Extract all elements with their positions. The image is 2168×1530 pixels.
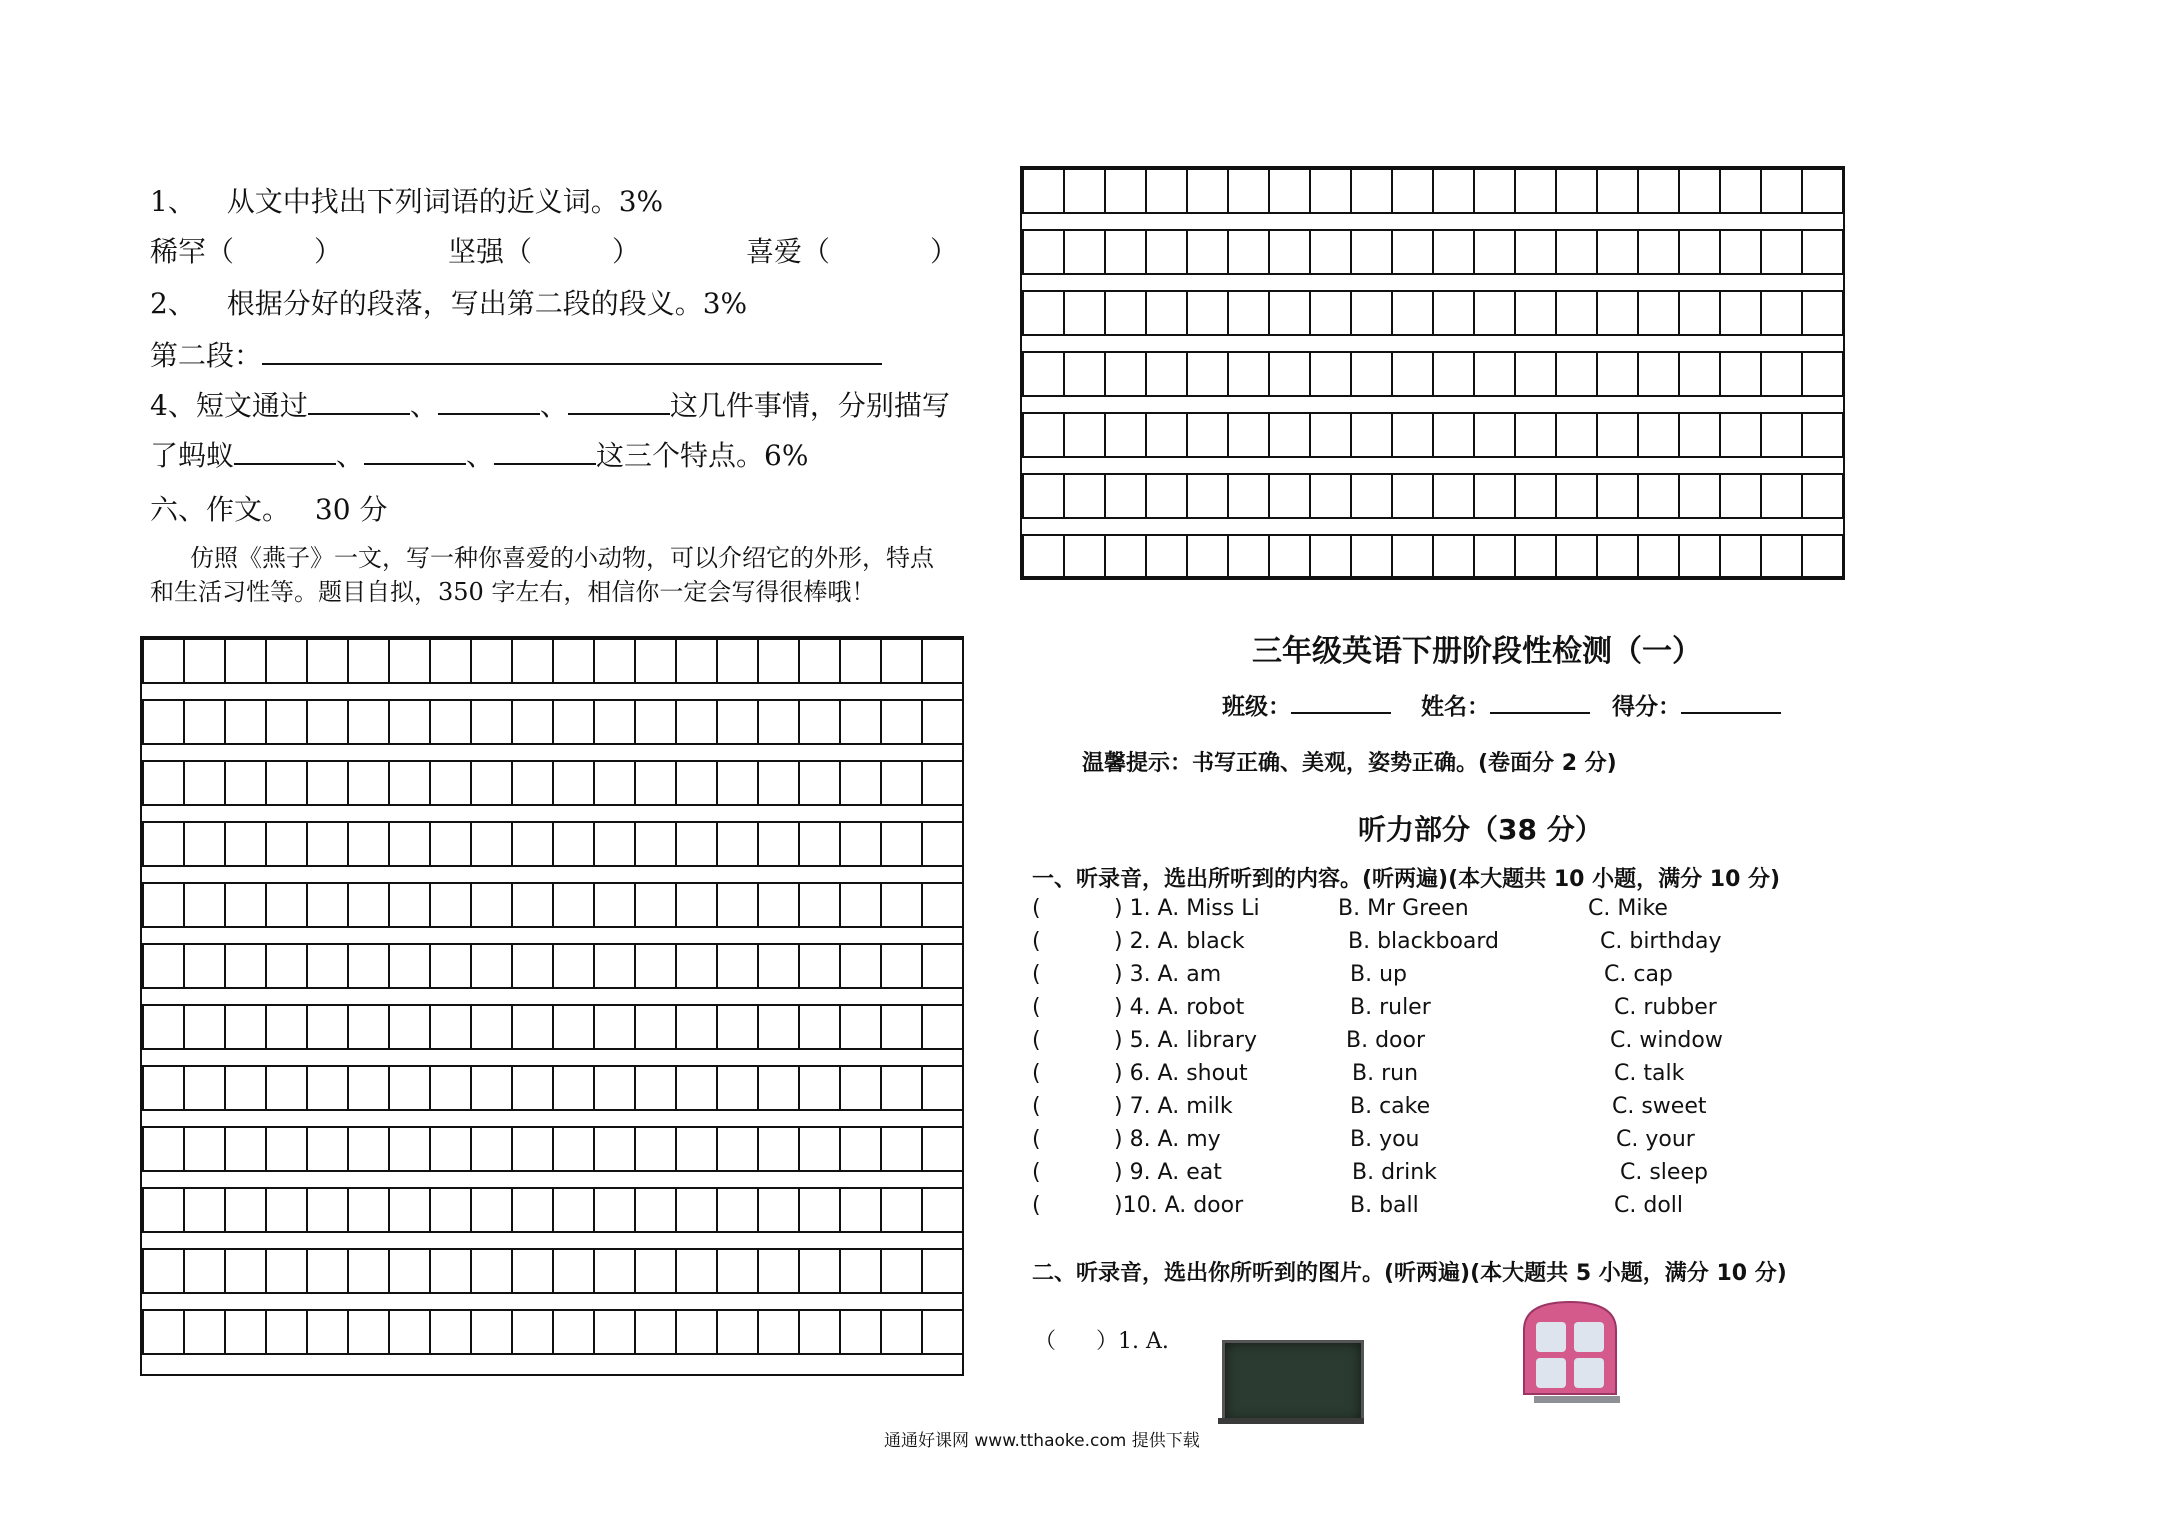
student-info-row (1222, 688, 1781, 721)
option-a: ) 3. A. am (1114, 962, 1222, 987)
word-3 (746, 230, 958, 270)
friendly-tip: 温馨提示：书写正确、美观，姿势正确。(卷面分 2 分) (1082, 751, 1617, 776)
grid-row (1022, 534, 1843, 578)
answer-paren[interactable]: （ (1034, 1329, 1057, 1354)
class-label: 班级： (1222, 694, 1291, 720)
synonym-row (150, 230, 980, 266)
score-label: 得分： (1612, 694, 1682, 720)
option-b: B. ball (1350, 1193, 1419, 1218)
question-4-line-2 (150, 434, 808, 474)
option-a: ) 1. A. Miss Li (1114, 896, 1260, 921)
answer-paren[interactable]: ( (1032, 896, 1041, 921)
option-a: ) 4. A. robot (1114, 995, 1245, 1020)
english-exam-title: 三年级英语下册阶段性检测（一） (1252, 634, 1702, 669)
question-1-text: 从文中找出下列词语的近义词。3% (226, 185, 664, 218)
option-c: C. rubber (1614, 995, 1717, 1020)
question-label: ）1. A. (1096, 1329, 1169, 1354)
part-1-list (1032, 896, 1832, 1226)
question-2-text: 根据分好的段落，写出第二段的段义。3% (226, 287, 748, 320)
option-c: C. Mike (1588, 896, 1668, 921)
paragraph-2-answer (150, 334, 882, 374)
question-2-number: 2、 (150, 287, 196, 320)
option-b: B. cake (1350, 1094, 1431, 1119)
question-4-prefix-2: 了蚂蚁 (150, 439, 235, 472)
grid-row (142, 1065, 962, 1111)
essay-instruction-1: 仿照《燕子》一文，写一种你喜爱的小动物，可以介绍它的外形，特点 (190, 544, 934, 572)
answer-paren-open: （ (504, 235, 533, 268)
option-a: ) 7. A. milk (1114, 1094, 1233, 1119)
answer-paren[interactable]: ( (1032, 1160, 1041, 1185)
option-b: B. you (1350, 1127, 1420, 1152)
list-item (1032, 1061, 1832, 1091)
option-a: ) 6. A. shout (1114, 1061, 1248, 1086)
trait-blank-3[interactable] (494, 437, 596, 465)
list-item (1032, 995, 1832, 1025)
question-4-line-1 (150, 384, 950, 424)
option-b: B. run (1352, 1061, 1419, 1086)
part-2-title: 二、听录音，选出你所听到的图片。(听两遍)(本大题共 5 小题，满分 10 分) (1032, 1261, 1787, 1286)
essay-instruction-2: 和生活习性等。题目自拟，350 字左右，相信你一定会写得很棒哦！ (150, 578, 876, 606)
separator: 、 (336, 439, 365, 472)
grid-row (142, 638, 962, 684)
grid-row (142, 821, 962, 867)
list-item (1032, 929, 1832, 959)
question-1-number: 1、 (150, 185, 196, 218)
option-b: B. Mr Green (1338, 896, 1469, 921)
option-a: ) 5. A. library (1114, 1028, 1257, 1053)
grid-row (142, 1004, 962, 1050)
option-c: C. sweet (1612, 1094, 1707, 1119)
list-item (1032, 896, 1832, 926)
name-label: 姓名： (1421, 694, 1491, 720)
list-item (1032, 1193, 1832, 1223)
option-c: C. your (1616, 1127, 1695, 1152)
grid-row (142, 1187, 962, 1233)
word-label: 喜爱 (746, 235, 803, 268)
window-pane (1574, 1322, 1604, 1352)
list-item (1032, 1094, 1832, 1124)
separator: 、 (466, 439, 495, 472)
name-blank[interactable] (1490, 688, 1590, 714)
question-4-suffix: 这几件事情，分别描写 (669, 389, 950, 422)
score-blank[interactable] (1681, 688, 1781, 714)
grid-row (142, 943, 962, 989)
answer-paren[interactable]: ( (1032, 929, 1041, 954)
option-b: B. ruler (1350, 995, 1431, 1020)
window-base (1534, 1396, 1620, 1403)
answer-paren-close: ） (314, 235, 343, 268)
window-pane (1536, 1322, 1566, 1352)
option-a: ) 8. A. my (1114, 1127, 1221, 1152)
event-blank-2[interactable] (438, 387, 540, 415)
answer-paren[interactable]: ( (1032, 995, 1041, 1020)
window-image[interactable] (1514, 1300, 1626, 1404)
word-1 (150, 230, 342, 270)
blackboard-image[interactable] (1222, 1340, 1364, 1424)
part-1-title: 一、听录音，选出所听到的内容。(听两遍)(本大题共 10 小题，满分 10 分) (1032, 867, 1781, 892)
answer-paren[interactable]: ( (1032, 1193, 1041, 1218)
grid-row (1022, 473, 1843, 519)
list-item (1032, 1160, 1832, 1190)
option-c: C. talk (1614, 1061, 1685, 1086)
option-b: B. drink (1352, 1160, 1437, 1185)
option-b: B. blackboard (1348, 929, 1500, 954)
essay-grid-left[interactable] (140, 636, 964, 1376)
window-pane (1536, 1358, 1566, 1388)
word-label: 坚强 (448, 235, 505, 268)
part-2-question-1 (1034, 1324, 1169, 1355)
essay-grid-right[interactable] (1020, 166, 1845, 580)
option-c: C. cap (1604, 962, 1673, 987)
option-c: C. birthday (1600, 929, 1722, 954)
answer-paren[interactable]: ( (1032, 1094, 1041, 1119)
grid-row (142, 1126, 962, 1172)
word-label: 稀罕 (150, 235, 207, 268)
option-a: ) 9. A. eat (1114, 1160, 1222, 1185)
answer-paren-open: （ (206, 235, 235, 268)
answer-paren[interactable]: ( (1032, 1127, 1041, 1152)
grid-row (142, 1309, 962, 1355)
separator: 、 (539, 389, 568, 422)
grid-row (142, 699, 962, 745)
question-4-prefix: 4、短文通过 (150, 389, 308, 422)
option-c: C. sleep (1620, 1160, 1708, 1185)
grid-row (1022, 168, 1843, 214)
list-item (1032, 1028, 1832, 1058)
paragraph-2-label: 第二段： (150, 339, 263, 372)
answer-paren-close: ） (612, 235, 641, 268)
question-2 (150, 282, 747, 322)
grid-row (1022, 351, 1843, 397)
grid-row (1022, 229, 1843, 275)
grid-row (1022, 290, 1843, 336)
footer-watermark: 通通好课网 www.tthaoke.com 提供下载 (884, 1431, 1200, 1451)
option-b: B. up (1350, 962, 1407, 987)
trait-blank-2[interactable] (364, 437, 466, 465)
listening-title: 听力部分（38 分） (1358, 813, 1603, 846)
option-a: )10. A. door (1114, 1193, 1244, 1218)
event-blank-3[interactable] (568, 387, 670, 415)
option-a: ) 2. A. black (1114, 929, 1245, 954)
word-2 (448, 230, 640, 270)
option-b: B. door (1346, 1028, 1426, 1053)
option-c: C. window (1610, 1028, 1723, 1053)
grid-row (142, 882, 962, 928)
answer-paren[interactable]: ( (1032, 1028, 1041, 1053)
grid-row (142, 760, 962, 806)
list-item (1032, 1127, 1832, 1157)
trait-blank-1[interactable] (234, 437, 336, 465)
option-c: C. doll (1614, 1193, 1683, 1218)
section-6-heading: 六、作文。 (150, 493, 291, 526)
event-blank-1[interactable] (308, 387, 410, 415)
answer-paren[interactable]: ( (1032, 1061, 1041, 1086)
blackboard-ledge (1218, 1418, 1364, 1424)
list-item (1032, 962, 1832, 992)
question-4-suffix-2: 这三个特点。6% (596, 439, 809, 472)
grid-row (1022, 412, 1843, 458)
answer-paren-close: ） (930, 235, 959, 268)
grid-row (142, 1248, 962, 1294)
window-pane (1574, 1358, 1604, 1388)
answer-paren-open: （ (802, 235, 831, 268)
question-1 (150, 180, 663, 220)
paragraph-2-blank[interactable] (262, 337, 882, 365)
separator: 、 (409, 389, 438, 422)
class-blank[interactable] (1291, 688, 1391, 714)
section-6-score: 30 分 (314, 493, 388, 526)
answer-paren[interactable]: ( (1032, 962, 1041, 987)
section-6-title (150, 488, 387, 528)
